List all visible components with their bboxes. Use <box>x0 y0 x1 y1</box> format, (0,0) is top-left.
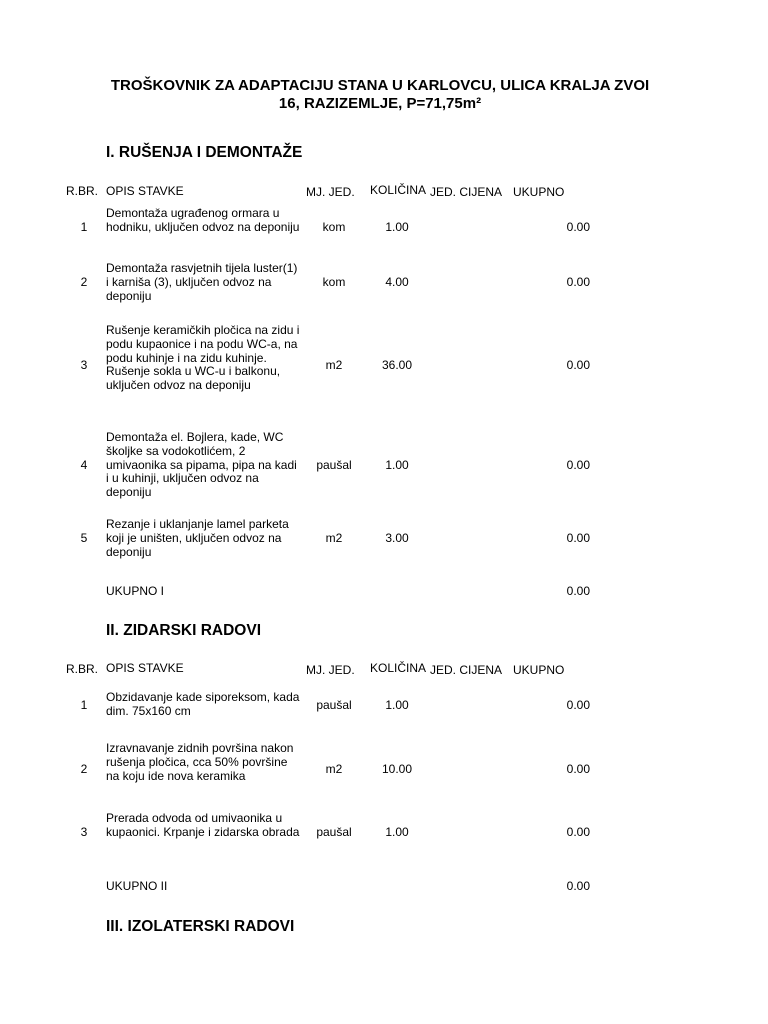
row-unit: m2 <box>325 531 343 546</box>
row-quantity: 1.00 <box>385 825 409 840</box>
row-total: 0.00 <box>566 220 590 235</box>
row-number: 4 <box>80 458 88 473</box>
column-header-opis: OPIS STAVKE <box>106 184 184 198</box>
column-header-cijena: JED. CIJENA <box>430 185 503 199</box>
document-title-line1: TROŠKOVNIK ZA ADAPTACIJU STANA U KARLOVCU, ULICA KRALJA ZVOI <box>110 77 650 94</box>
row-unit: kom <box>322 275 346 290</box>
row-number: 1 <box>80 220 88 235</box>
row-description: Rezanje i uklanjanje lamel parketa koji je uništen, uključen odvoz na deponiju <box>106 517 289 559</box>
document-title-line2: 16, RAZIZEMLJE, P=71,75m² <box>278 95 482 112</box>
column-header-ukupno: UKUPNO <box>513 185 565 199</box>
row-number: 3 <box>80 357 88 372</box>
row-unit: paušal <box>316 825 352 840</box>
table-row <box>0 431 768 501</box>
table-row <box>0 742 768 798</box>
row-unit: m2 <box>325 357 343 372</box>
column-header-cijena: JED. CIJENA <box>430 663 503 677</box>
subtotal-row <box>0 585 768 601</box>
row-total: 0.00 <box>566 275 590 290</box>
subtotal-label: UKUPNO II <box>106 879 168 893</box>
column-header-rbr: R.BR. <box>66 184 99 198</box>
table-row <box>0 812 768 854</box>
table-row <box>0 262 768 304</box>
table-row <box>0 207 768 249</box>
row-unit: paušal <box>316 458 352 473</box>
row-quantity: 36.00 <box>381 357 413 372</box>
row-quantity: 1.00 <box>385 458 409 473</box>
row-unit: m2 <box>325 762 343 777</box>
subtotal-value: 0.00 <box>566 584 590 598</box>
subtotal-label: UKUPNO I <box>106 584 165 598</box>
row-quantity: 4.00 <box>385 275 409 290</box>
column-header-mj: MJ. JED. <box>306 663 355 677</box>
row-total: 0.00 <box>566 697 590 712</box>
row-number: 1 <box>80 697 88 712</box>
table-row <box>0 691 768 720</box>
section-title: II. ZIDARSKI RADOVI <box>106 622 262 639</box>
table-row <box>0 518 768 560</box>
row-description: Obzidavanje kade siporeksom, kada dim. 75x160 cm <box>106 690 300 718</box>
row-total: 0.00 <box>566 762 590 777</box>
column-header-kol: KOLIČINA <box>370 661 427 675</box>
section-title: I. RUŠENJA I DEMONTAŽE <box>106 144 303 161</box>
table-row <box>0 324 768 407</box>
column-header-opis: OPIS STAVKE <box>106 661 184 675</box>
column-header-mj: MJ. JED. <box>306 185 355 199</box>
row-number: 2 <box>80 762 88 777</box>
subtotal-value: 0.00 <box>566 879 590 893</box>
row-total: 0.00 <box>566 825 590 840</box>
row-description: Demontaža el. Bojlera, kade, WC školjke sa vodokotlićem, 2 umivaonika sa pipama, pipa na kadi i u kuhinji, uključen odvoz na deponiju <box>106 430 297 500</box>
row-description: Rušenje keramičkih pločica na zidu i podu kupaonice i na podu WC-a, na podu kuhinje i na zidu kuhinje. Rušenje sokla u WC-u i balkonu, uključen odvoz na deponiju <box>106 323 300 393</box>
row-quantity: 1.00 <box>385 697 409 712</box>
subtotal-row <box>0 880 768 896</box>
row-unit: kom <box>322 220 346 235</box>
row-unit: paušal <box>316 697 352 712</box>
row-quantity: 10.00 <box>381 762 413 777</box>
row-quantity: 3.00 <box>385 531 409 546</box>
row-total: 0.00 <box>566 458 590 473</box>
row-total: 0.00 <box>566 531 590 546</box>
row-description: Demontaža ugrađenog ormara u hodniku, uključen odvoz na deponiju <box>106 206 300 234</box>
row-number: 5 <box>80 531 88 546</box>
row-quantity: 1.00 <box>385 220 409 235</box>
section-title: III. IZOLATERSKI RADOVI <box>106 918 295 935</box>
column-header-ukupno: UKUPNO <box>513 663 565 677</box>
row-number: 2 <box>80 275 88 290</box>
row-description: Demontaža rasvjetnih tijela luster(1) i karniša (3), uključen odvoz na deponiju <box>106 261 298 303</box>
row-description: Prerada odvoda od umivaonika u kupaonici. Krpanje i zidarska obrada <box>106 811 300 839</box>
row-number: 3 <box>80 825 88 840</box>
row-description: Izravnavanje zidnih površina nakon rušenja pločica, cca 50% površine na koju ide nova keramika <box>106 741 294 783</box>
column-header-kol: KOLIČINA <box>370 183 427 197</box>
column-header-rbr: R.BR. <box>66 662 99 676</box>
row-total: 0.00 <box>566 357 590 372</box>
